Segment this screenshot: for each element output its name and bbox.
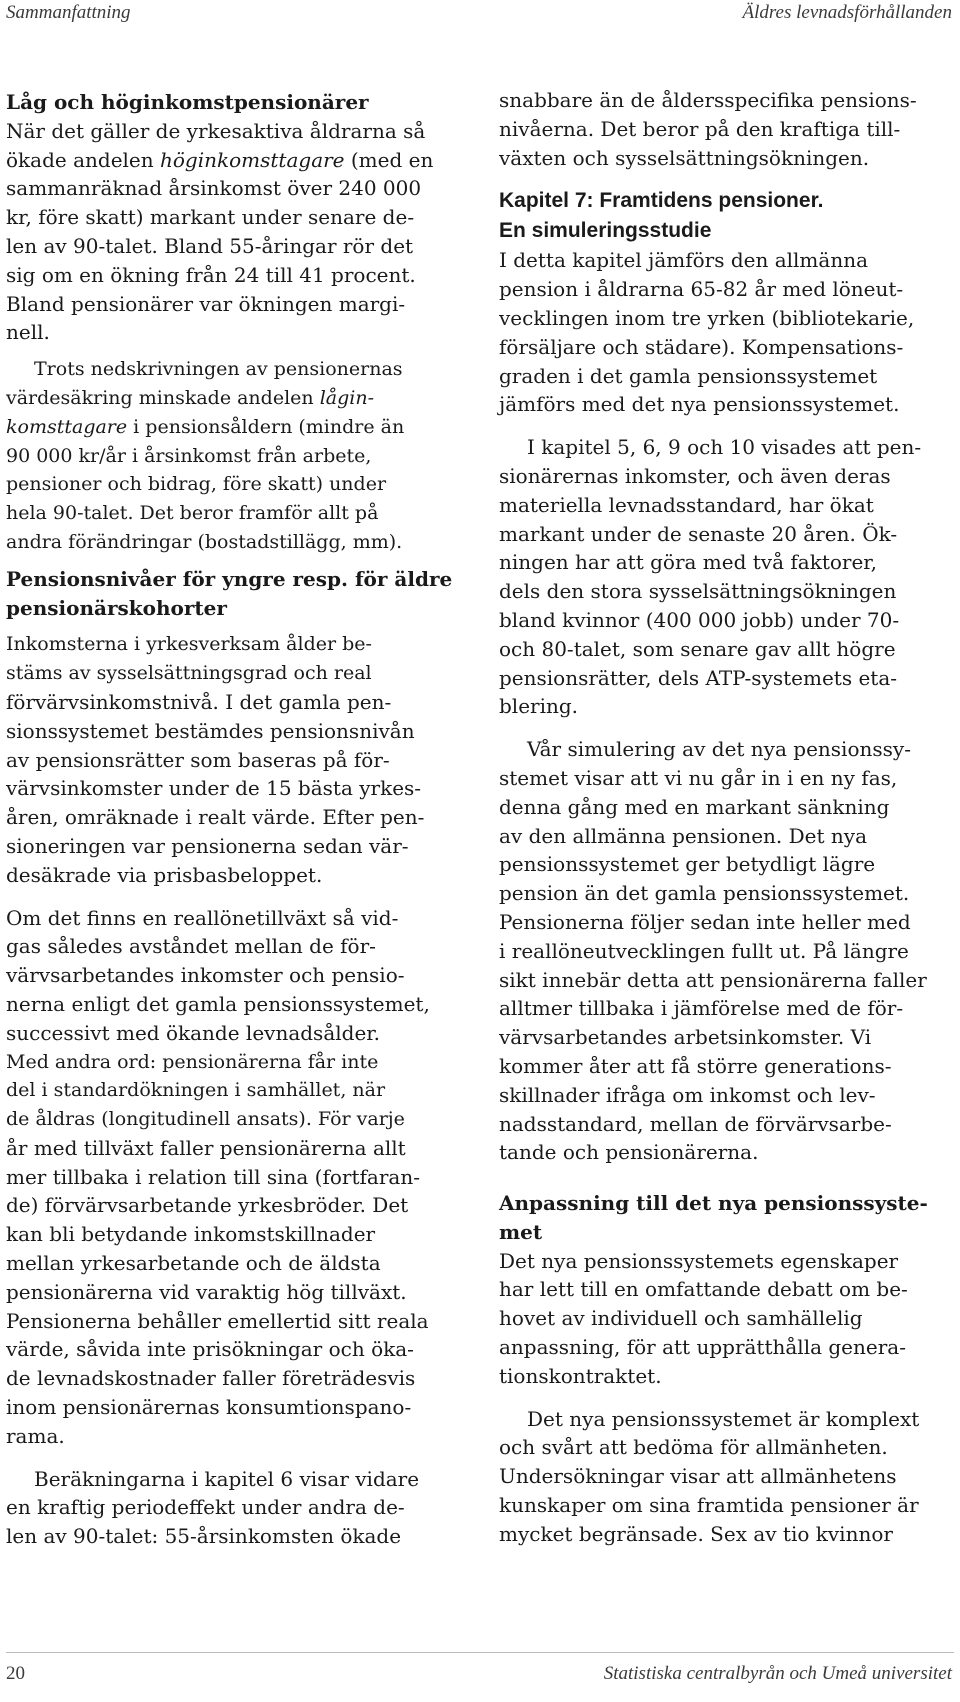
section-heading xyxy=(499,186,954,246)
text-line: växten och sysselsättningsökningen. xyxy=(499,145,870,170)
text-line: pensionssystemet ger betydligt lägre xyxy=(499,852,876,877)
text-line: pensioner och bidrag, före skatt) under xyxy=(6,473,387,496)
text-line: de) förvärvsarbetande yrkesbröder. Det xyxy=(6,1193,409,1218)
text-line: nivåerna. Det beror på den kraftiga till- xyxy=(499,116,901,141)
text-line: de levnadskostnader faller företrädesvis xyxy=(6,1366,416,1391)
text-line: Vår simulering av det nya pensionssy- xyxy=(527,737,911,762)
text-line: stäms av sysselsättningsgrad och real xyxy=(6,662,372,685)
text-line: värvsarbetandes arbetsinkomster. Vi xyxy=(499,1025,872,1050)
text-line: av den allmänna pensionen. Det nya xyxy=(499,823,868,848)
text-line: pensionsrätter, dels ATP-systemets eta- xyxy=(499,665,898,690)
text-line: gas således avståndet mellan de för- xyxy=(6,934,376,959)
text-line: sionssystemet bestämdes pensionsnivån xyxy=(6,718,415,743)
running-header-title: Äldres levnadsförhållanden xyxy=(742,2,952,23)
text-line: dels den stora sysselsättningsökningen xyxy=(499,579,897,604)
text-line: sionärernas inkomster, och även deras xyxy=(499,463,891,488)
heading-line: Anpassning till det nya pensionssyste- xyxy=(499,1191,928,1216)
right-column xyxy=(499,88,954,1551)
text-line: pension i åldrarna 65-82 år med löneut- xyxy=(499,277,904,302)
text-line: nell. xyxy=(6,320,50,345)
text-line: bland kvinnor (400 000 jobb) under 70- xyxy=(499,607,900,632)
text-line: de åldras (longitudinell ansats). För varje xyxy=(6,1108,405,1131)
text-line: sikt innebär detta att pensionärerna faller xyxy=(499,967,927,992)
text-line: sig om en ökning från 24 till 41 procent. xyxy=(6,262,416,287)
text-line: pension än det gamla pensionssystemet. xyxy=(499,881,910,906)
paragraph xyxy=(6,117,434,347)
text-line: komsttagare i pensionsåldern (mindre än xyxy=(6,415,405,438)
text-line: hela 90-talet. Det beror framför allt på xyxy=(6,502,379,525)
text-line: sammanräknad årsinkomst över 240 000 xyxy=(6,176,422,201)
text-line: skillnader ifråga om inkomst och lev- xyxy=(499,1082,876,1107)
paragraph xyxy=(499,1405,954,1549)
text-line: blering. xyxy=(499,694,579,719)
text-line: vecklingen inom tre yrken (bibliotekarie, xyxy=(499,305,915,330)
text-line: i reallöneutvecklingen fullt ut. På längre xyxy=(499,938,909,963)
text-line: Beräkningarna i kapitel 6 visar vidare xyxy=(34,1466,420,1491)
paragraph xyxy=(6,630,434,889)
text-line: kunskaper om sina framtida pensioner är xyxy=(499,1493,919,1518)
paragraph xyxy=(499,735,954,1167)
text-line: försäljare och städare). Kompensations- xyxy=(499,334,904,359)
text-line: markant under de senaste 20 åren. Ök- xyxy=(499,521,898,546)
text-line: len av 90-talet: 55-årsinkomsten ökade xyxy=(6,1524,402,1549)
text-line: mer tillbaka i relation till sina (fortfaran- xyxy=(6,1164,420,1189)
text-line: åren, omräknade i realt värde. Efter pen- xyxy=(6,805,425,830)
publisher-credit: Statistiska centralbyrån och Umeå universitet xyxy=(603,1663,952,1684)
text-line: materiella levnadsstandard, har ökat xyxy=(499,492,874,517)
text-line: kr, före skatt) markant under senare de- xyxy=(6,205,415,230)
text-line: jämförs med det nya pensionssystemet. xyxy=(499,392,900,417)
text-line: värvsinkomster under de 15 bästa yrkes- xyxy=(6,776,422,801)
paragraph xyxy=(499,246,954,419)
emphasis: höginkomsttagare xyxy=(160,147,345,172)
text-line: denna gång med en markant sänkning xyxy=(499,794,890,819)
text-line: andra förändringar (bostadstillägg, mm). xyxy=(6,530,403,553)
heading-line: Pensionsnivåer för yngre resp. för äldre xyxy=(6,566,453,591)
text-line: ökade andelen höginkomsttagare (med en xyxy=(6,147,434,172)
text-line: Det nya pensionssystemet är komplext xyxy=(527,1406,920,1431)
text-line: När det gäller de yrkesaktiva åldrarna så xyxy=(6,118,426,143)
text-line: har lett till en omfattande debatt om be- xyxy=(499,1277,908,1302)
paragraph xyxy=(499,433,954,721)
running-header-section: Sammanfattning xyxy=(6,2,131,23)
heading-line: En simuleringsstudie xyxy=(499,219,712,243)
text-line: mellan yrkesarbetande och de äldsta xyxy=(6,1251,381,1276)
paragraph xyxy=(6,1465,434,1551)
text-line: successivt med ökande levnadsålder. xyxy=(6,1020,381,1045)
text-line: år med tillväxt faller pensionärerna allt xyxy=(6,1135,406,1160)
text-line: Om det finns en reallönetillväxt så vid- xyxy=(6,905,399,930)
text-line: del i standardökningen i samhället, när xyxy=(6,1079,386,1102)
paragraph xyxy=(6,904,434,1451)
text-line: värdesäkring minskade andelen lågin- xyxy=(6,386,374,409)
text-line: Med andra ord: pensionärerna får inte xyxy=(6,1050,379,1073)
text-line: I kapitel 5, 6, 9 och 10 visades att pen- xyxy=(527,435,922,460)
paragraph xyxy=(499,1247,954,1391)
text-line: mycket begränsade. Sex av tio kvinnor xyxy=(499,1521,893,1546)
text-line: len av 90-talet. Bland 55-åringar rör det xyxy=(6,233,414,258)
text-line: värvsarbetandes inkomster och pensio- xyxy=(6,963,405,988)
footer-divider xyxy=(6,1652,954,1653)
page-number: 20 xyxy=(6,1663,25,1684)
text-line: 90 000 kr/år i årsinkomst från arbete, xyxy=(6,444,372,467)
text-line: Inkomsterna i yrkesverksam ålder be- xyxy=(6,633,372,656)
text-line: Pensionerna behåller emellertid sitt reala xyxy=(6,1308,429,1333)
text-line: kan bli betydande inkomstskillnader xyxy=(6,1222,376,1247)
section-heading xyxy=(6,565,453,623)
left-column xyxy=(6,88,453,1551)
text-line: Pensionerna följer sedan inte heller med xyxy=(499,909,911,934)
text-line: sioneringen var pensionerna sedan vär- xyxy=(6,833,409,858)
text-line: pensionärerna vid varaktig hög tillväxt. xyxy=(6,1279,407,1304)
section-heading: Låg och höginkomstpensionärer xyxy=(6,90,369,114)
text-line: Trots nedskrivningen av pensionernas xyxy=(34,358,403,381)
emphasis: lågin- xyxy=(319,386,374,409)
text-line: stemet visar att vi nu går in i en ny fas, xyxy=(499,765,898,790)
text-line: Det nya pensionssystemets egenskaper xyxy=(499,1248,899,1273)
text-line: kommer åter att få större generations- xyxy=(499,1053,892,1078)
text-line: Undersökningar visar att allmänhetens xyxy=(499,1464,897,1489)
text-line: anpassning, för att upprätthålla genera- xyxy=(499,1335,906,1360)
text-line: tande och pensionärerna. xyxy=(499,1140,759,1165)
heading-line: met xyxy=(499,1219,543,1244)
text-line: och 80-talet, som senare gav allt högre xyxy=(499,636,896,661)
text-line: snabbare än de åldersspecifika pensions- xyxy=(499,88,917,112)
text-line: nerna enligt det gamla pensionssystemet, xyxy=(6,991,430,1016)
paragraph xyxy=(6,355,434,557)
text-line: av pensionsrätter som baseras på för- xyxy=(6,747,390,772)
heading-line: Kapitel 7: Framtidens pensioner. xyxy=(499,189,824,213)
text-line: förvärvsinkomstnivå. I det gamla pen- xyxy=(6,689,392,714)
text-line: nadsstandard, mellan de förvärvsarbe- xyxy=(499,1111,892,1136)
heading-line: pensionärskohorter xyxy=(6,595,227,620)
text-line: Bland pensionärer var ökningen margi- xyxy=(6,291,406,316)
text-line: en kraftig periodeffekt under andra de- xyxy=(6,1495,405,1520)
text-line: graden i det gamla pensionssystemet xyxy=(499,363,878,388)
text-line: rama. xyxy=(6,1423,65,1448)
paragraph xyxy=(499,86,954,172)
text-line: och svårt att bedöma för allmänheten. xyxy=(499,1435,888,1460)
page-header xyxy=(0,0,960,40)
text-line: I detta kapitel jämförs den allmänna xyxy=(499,248,869,273)
text-line: ningen har att göra med två faktorer, xyxy=(499,550,878,575)
emphasis: komsttagare xyxy=(6,415,128,438)
text-line: inom pensionärernas konsumtionspano- xyxy=(6,1395,412,1420)
text-line: värde, såvida inte prisökningar och öka- xyxy=(6,1337,414,1362)
text-line: tionskontraktet. xyxy=(499,1363,662,1388)
section-heading xyxy=(499,1189,954,1247)
text-line: hovet av individuell och samhällelig xyxy=(499,1306,863,1331)
text-line: desäkrade via prisbasbeloppet. xyxy=(6,862,323,887)
text-line: alltmer tillbaka i jämförelse med de för- xyxy=(499,996,904,1021)
